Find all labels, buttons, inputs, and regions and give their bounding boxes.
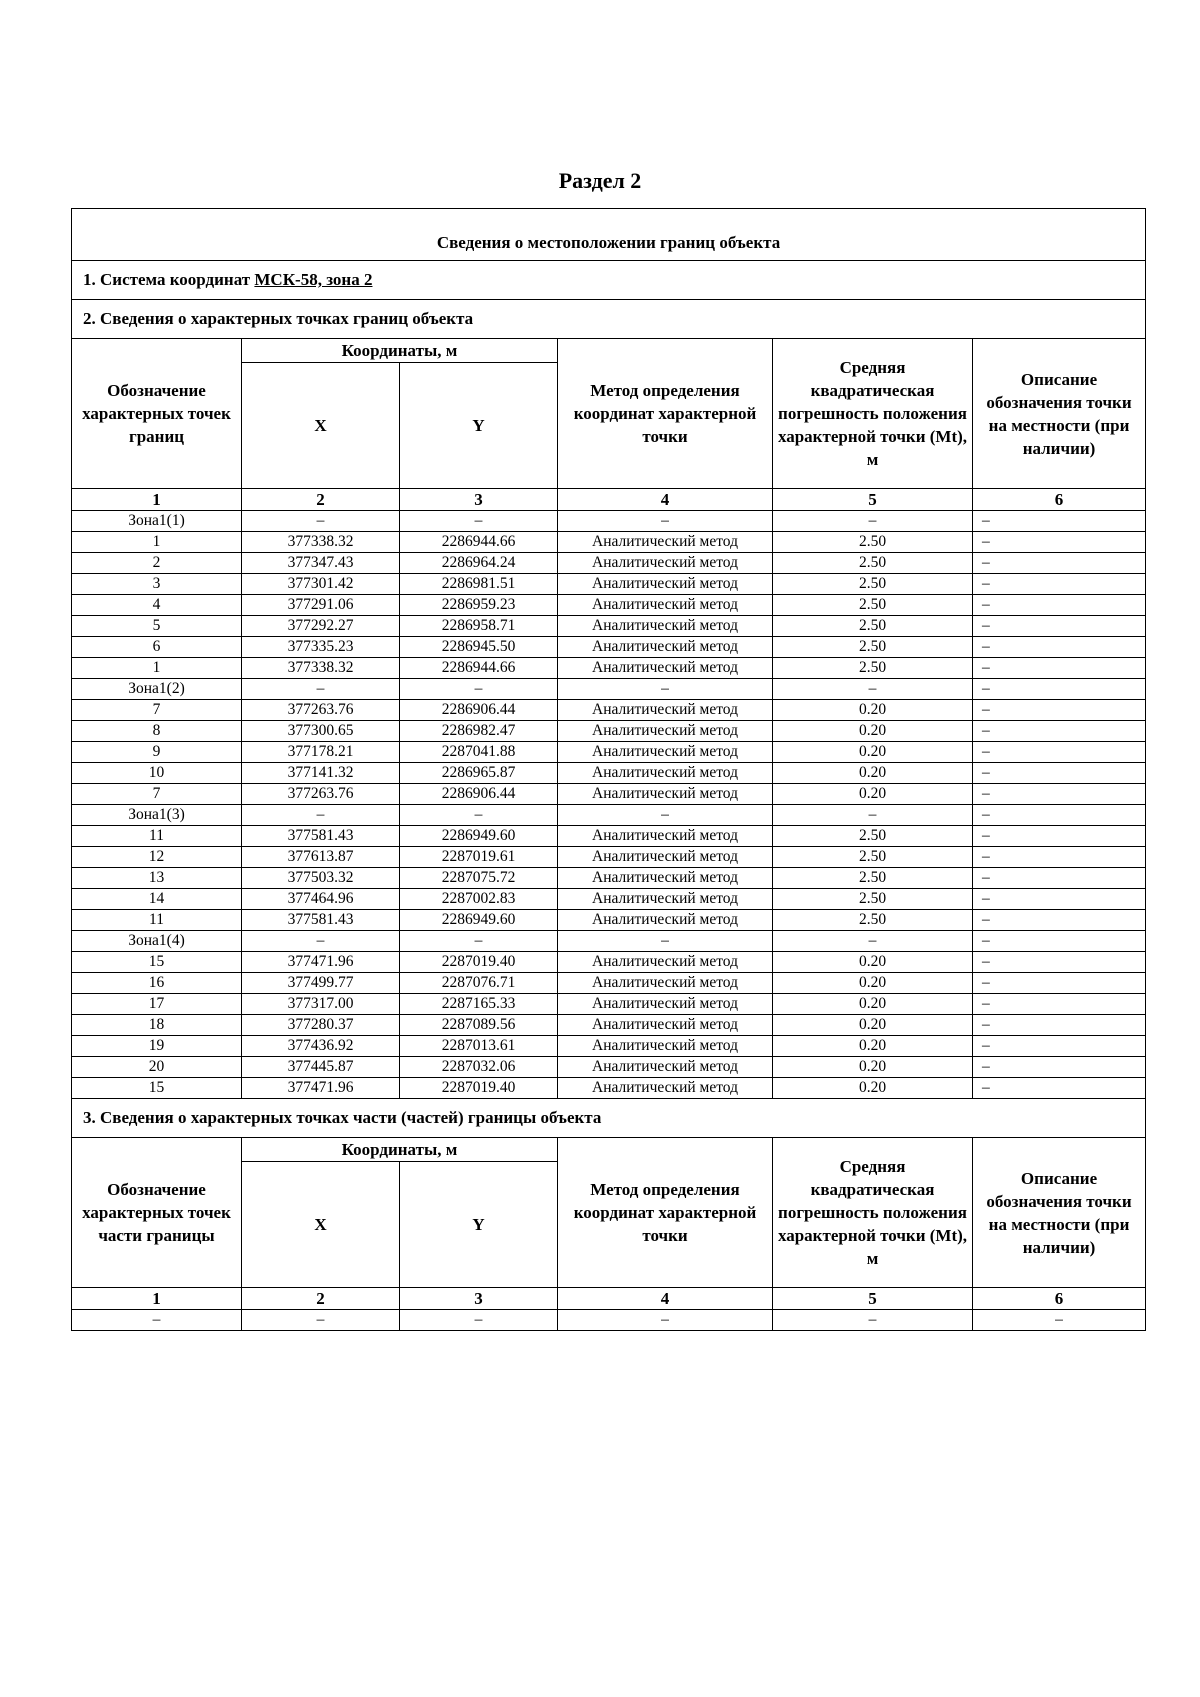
table-cell: – <box>973 595 1146 616</box>
table-cell: 377347.43 <box>242 553 400 574</box>
table-cell: – <box>973 511 1146 532</box>
table-cell: – <box>973 826 1146 847</box>
table-cell: – <box>973 763 1146 784</box>
table-cell: 11 <box>72 826 242 847</box>
table-cell: 377300.65 <box>242 721 400 742</box>
table-cell: – <box>973 1036 1146 1057</box>
table-row <box>72 763 1146 784</box>
table-cell: – <box>400 1310 558 1331</box>
header-y: Y <box>400 363 558 489</box>
table-cell: 377445.87 <box>242 1057 400 1078</box>
table-row <box>72 868 1146 889</box>
table-cell: – <box>773 805 973 826</box>
table-row <box>72 889 1146 910</box>
table-cell: – <box>973 658 1146 679</box>
header-error: Средняя квадратическая погрешность положения характерной точки (Mt), м <box>773 1138 973 1288</box>
table-cell: Аналитический метод <box>558 868 773 889</box>
header-x: X <box>242 363 400 489</box>
table-cell: – <box>973 532 1146 553</box>
table-row <box>72 742 1146 763</box>
table-cell: – <box>973 973 1146 994</box>
table-cell: 377291.06 <box>242 595 400 616</box>
table-cell: 0.20 <box>773 994 973 1015</box>
table-cell: Аналитический метод <box>558 1057 773 1078</box>
table-cell: – <box>400 931 558 952</box>
table-cell: – <box>973 868 1146 889</box>
table-cell: Аналитический метод <box>558 1078 773 1099</box>
table-cell: 2286906.44 <box>400 700 558 721</box>
header-method: Метод определения координат характерной точки <box>558 1138 773 1288</box>
table-cell: 0.20 <box>773 1057 973 1078</box>
table-cell: 7 <box>72 700 242 721</box>
table-cell: 1 <box>72 532 242 553</box>
column-number: 3 <box>400 489 558 511</box>
table-cell: 2.50 <box>773 532 973 553</box>
table-cell: – <box>973 931 1146 952</box>
table-row <box>72 784 1146 805</box>
table-cell: Зона1(1) <box>72 511 242 532</box>
table-cell: 377335.23 <box>242 637 400 658</box>
table-cell: 2287032.06 <box>400 1057 558 1078</box>
table-cell: 2 <box>72 553 242 574</box>
table-cell: 377503.32 <box>242 868 400 889</box>
table-cell: Зона1(2) <box>72 679 242 700</box>
column-number: 4 <box>558 1288 773 1310</box>
table-cell: 0.20 <box>773 721 973 742</box>
table-row <box>72 595 1146 616</box>
table-cell: 2.50 <box>773 847 973 868</box>
table-cell: Аналитический метод <box>558 700 773 721</box>
table-cell: 2287089.56 <box>400 1015 558 1036</box>
table-cell: Аналитический метод <box>558 658 773 679</box>
table-cell: 2287075.72 <box>400 868 558 889</box>
table-cell: – <box>242 805 400 826</box>
table-cell: 0.20 <box>773 742 973 763</box>
table-cell: 6 <box>72 637 242 658</box>
table-cell: 8 <box>72 721 242 742</box>
table-cell: 2286944.66 <box>400 532 558 553</box>
table-cell: – <box>973 889 1146 910</box>
table-cell: 15 <box>72 952 242 973</box>
header-description: Описание обозначения точки на местности (при наличии) <box>973 339 1146 489</box>
table-cell: 2286949.60 <box>400 826 558 847</box>
table-cell: 2.50 <box>773 595 973 616</box>
table-cell: – <box>72 1310 242 1331</box>
table-cell: 2.50 <box>773 574 973 595</box>
table-cell: 0.20 <box>773 1036 973 1057</box>
table-cell: 0.20 <box>773 700 973 721</box>
table-cell: – <box>973 574 1146 595</box>
table-row <box>72 1057 1146 1078</box>
table-cell: 377280.37 <box>242 1015 400 1036</box>
table-cell: – <box>558 931 773 952</box>
table-row <box>72 679 1146 700</box>
table-cell: Аналитический метод <box>558 889 773 910</box>
table-cell: 0.20 <box>773 763 973 784</box>
table-cell: Зона1(4) <box>72 931 242 952</box>
table-row <box>72 1078 1146 1099</box>
header-designation: Обозначение характерных точек границ <box>72 339 242 489</box>
table-cell: 11 <box>72 910 242 931</box>
table-cell: 377471.96 <box>242 952 400 973</box>
table-cell: 3 <box>72 574 242 595</box>
table-cell: 2287165.33 <box>400 994 558 1015</box>
table-cell: 2.50 <box>773 889 973 910</box>
header-designation: Обозначение характерных точек части границы <box>72 1138 242 1288</box>
table-cell: 377178.21 <box>242 742 400 763</box>
table-cell: 2287002.83 <box>400 889 558 910</box>
table-title: Сведения о местоположении границ объекта <box>72 209 1146 261</box>
table-row <box>72 1310 1146 1331</box>
table-cell: Аналитический метод <box>558 910 773 931</box>
table-row <box>72 910 1146 931</box>
table-row <box>72 973 1146 994</box>
table-row <box>72 721 1146 742</box>
column-number: 3 <box>400 1288 558 1310</box>
table-cell: – <box>773 511 973 532</box>
column-number: 6 <box>973 1288 1146 1310</box>
table-cell: – <box>973 637 1146 658</box>
table-cell: 377436.92 <box>242 1036 400 1057</box>
table-cell: 2286965.87 <box>400 763 558 784</box>
table-cell: 0.20 <box>773 973 973 994</box>
table-cell: 377581.43 <box>242 826 400 847</box>
table-cell: 2286964.24 <box>400 553 558 574</box>
table-cell: 377464.96 <box>242 889 400 910</box>
column-number: 2 <box>242 1288 400 1310</box>
table-cell: 2.50 <box>773 616 973 637</box>
table-row <box>72 511 1146 532</box>
table-cell: – <box>973 616 1146 637</box>
table-cell: 0.20 <box>773 784 973 805</box>
table-cell: 2286945.50 <box>400 637 558 658</box>
table-row <box>72 847 1146 868</box>
table-cell: Аналитический метод <box>558 973 773 994</box>
table-row <box>72 700 1146 721</box>
header-y: Y <box>400 1162 558 1288</box>
column-number: 5 <box>773 489 973 511</box>
table-cell: – <box>973 910 1146 931</box>
table-row <box>72 616 1146 637</box>
table-cell: – <box>973 952 1146 973</box>
table-cell: – <box>773 931 973 952</box>
table-cell: 2287013.61 <box>400 1036 558 1057</box>
table-cell: 2.50 <box>773 658 973 679</box>
table-cell: 2286958.71 <box>400 616 558 637</box>
table-cell: – <box>973 1310 1146 1331</box>
table-cell: 2.50 <box>773 826 973 847</box>
table-cell: – <box>973 700 1146 721</box>
table-row <box>72 931 1146 952</box>
table-cell: 377301.42 <box>242 574 400 595</box>
table-row <box>72 658 1146 679</box>
table-cell: – <box>973 847 1146 868</box>
table-cell: – <box>973 742 1146 763</box>
header-method: Метод определения координат характерной точки <box>558 339 773 489</box>
table-cell: 2287076.71 <box>400 973 558 994</box>
table-cell: – <box>242 679 400 700</box>
table-row <box>72 994 1146 1015</box>
column-number-row <box>72 1288 1146 1310</box>
table-cell: – <box>973 721 1146 742</box>
table-cell: – <box>242 1310 400 1331</box>
table-cell: 1 <box>72 658 242 679</box>
table-cell: – <box>973 805 1146 826</box>
table-cell: 4 <box>72 595 242 616</box>
table-cell: Аналитический метод <box>558 1015 773 1036</box>
table-cell: 2287041.88 <box>400 742 558 763</box>
table-row <box>72 826 1146 847</box>
section-title: 2. Сведения о характерных точках границ объекта <box>72 300 1146 339</box>
table-row <box>72 637 1146 658</box>
table-cell: Аналитический метод <box>558 721 773 742</box>
page-title: Раздел 2 <box>558 168 642 193</box>
table-cell: Аналитический метод <box>558 637 773 658</box>
table-cell: 377499.77 <box>242 973 400 994</box>
table-cell: 10 <box>72 763 242 784</box>
table-cell: 2286982.47 <box>400 721 558 742</box>
table-cell: 18 <box>72 1015 242 1036</box>
coordinate-system-row <box>72 261 1146 300</box>
table-cell: – <box>973 994 1146 1015</box>
table-cell: 0.20 <box>773 1015 973 1036</box>
table-cell: Аналитический метод <box>558 553 773 574</box>
table-cell: 377581.43 <box>242 910 400 931</box>
table-cell: 2286981.51 <box>400 574 558 595</box>
table-cell: – <box>400 679 558 700</box>
table-cell: 9 <box>72 742 242 763</box>
table-cell: Аналитический метод <box>558 784 773 805</box>
table-cell: – <box>400 511 558 532</box>
header-x: X <box>242 1162 400 1288</box>
table-cell: – <box>773 1310 973 1331</box>
table-cell: – <box>558 1310 773 1331</box>
table-cell: 377471.96 <box>242 1078 400 1099</box>
table-cell: – <box>558 679 773 700</box>
table-cell: 20 <box>72 1057 242 1078</box>
table-cell: 5 <box>72 616 242 637</box>
table-cell: 377292.27 <box>242 616 400 637</box>
table-cell: – <box>973 1015 1146 1036</box>
table-cell: – <box>558 805 773 826</box>
table-cell: Аналитический метод <box>558 763 773 784</box>
table-cell: Аналитический метод <box>558 994 773 1015</box>
table-row <box>72 574 1146 595</box>
table-cell: Аналитический метод <box>558 616 773 637</box>
table-cell: – <box>973 553 1146 574</box>
table-cell: 377141.32 <box>242 763 400 784</box>
table-cell: Аналитический метод <box>558 826 773 847</box>
table-row <box>72 1036 1146 1057</box>
table-cell: – <box>242 931 400 952</box>
coordinate-system-label: 1. Система координат <box>83 270 255 289</box>
table-cell: 14 <box>72 889 242 910</box>
table-cell: 2287019.40 <box>400 1078 558 1099</box>
table-cell: Аналитический метод <box>558 1036 773 1057</box>
table-cell: 2286949.60 <box>400 910 558 931</box>
table-cell: 2.50 <box>773 868 973 889</box>
header-description: Описание обозначения точки на местности (при наличии) <box>973 1138 1146 1288</box>
table-cell: Аналитический метод <box>558 574 773 595</box>
table-cell: 377338.32 <box>242 532 400 553</box>
column-number: 5 <box>773 1288 973 1310</box>
header-coordinates: Координаты, м <box>242 1138 558 1162</box>
table-row <box>72 952 1146 973</box>
table-cell: 2287019.40 <box>400 952 558 973</box>
table-cell: – <box>973 1078 1146 1099</box>
table-cell: – <box>973 679 1146 700</box>
table-cell: Аналитический метод <box>558 847 773 868</box>
table-cell: – <box>973 784 1146 805</box>
table-row <box>72 805 1146 826</box>
table-cell: 377338.32 <box>242 658 400 679</box>
table-cell: – <box>558 511 773 532</box>
table-cell: 7 <box>72 784 242 805</box>
table-cell: 2287019.61 <box>400 847 558 868</box>
table-cell: Аналитический метод <box>558 532 773 553</box>
table-cell: 17 <box>72 994 242 1015</box>
column-number: 1 <box>72 1288 242 1310</box>
header-coordinates: Координаты, м <box>242 339 558 363</box>
column-number: 4 <box>558 489 773 511</box>
header-error: Средняя квадратическая погрешность положения характерной точки (Mt), м <box>773 339 973 489</box>
table-cell: – <box>973 1057 1146 1078</box>
table-cell: 2286944.66 <box>400 658 558 679</box>
boundary-table <box>71 208 1146 1331</box>
table-cell: Аналитический метод <box>558 742 773 763</box>
table-cell: – <box>400 805 558 826</box>
table-cell: 16 <box>72 973 242 994</box>
table-cell: Аналитический метод <box>558 952 773 973</box>
table-cell: 377263.76 <box>242 784 400 805</box>
column-number: 6 <box>973 489 1146 511</box>
table-cell: – <box>242 511 400 532</box>
section-title: 3. Сведения о характерных точках части (частей) границы объекта <box>72 1099 1146 1138</box>
table-cell: 377613.87 <box>242 847 400 868</box>
table-cell: Аналитический метод <box>558 595 773 616</box>
table-row <box>72 1015 1146 1036</box>
table-row <box>72 553 1146 574</box>
column-number: 1 <box>72 489 242 511</box>
table-cell: 2286959.23 <box>400 595 558 616</box>
table-cell: Зона1(3) <box>72 805 242 826</box>
table-cell: 2.50 <box>773 910 973 931</box>
table-cell: 12 <box>72 847 242 868</box>
table-cell: 0.20 <box>773 952 973 973</box>
table-cell: 2.50 <box>773 553 973 574</box>
table-cell: 2286906.44 <box>400 784 558 805</box>
table-cell: 377263.76 <box>242 700 400 721</box>
table-cell: 15 <box>72 1078 242 1099</box>
column-number: 2 <box>242 489 400 511</box>
coordinate-system-value: МСК-58, зона 2 <box>254 270 373 289</box>
column-number-row <box>72 489 1146 511</box>
table-cell: 0.20 <box>773 1078 973 1099</box>
table-cell: 13 <box>72 868 242 889</box>
table-row <box>72 532 1146 553</box>
table-cell: 2.50 <box>773 637 973 658</box>
table-cell: 19 <box>72 1036 242 1057</box>
table-cell: 377317.00 <box>242 994 400 1015</box>
table-cell: – <box>773 679 973 700</box>
